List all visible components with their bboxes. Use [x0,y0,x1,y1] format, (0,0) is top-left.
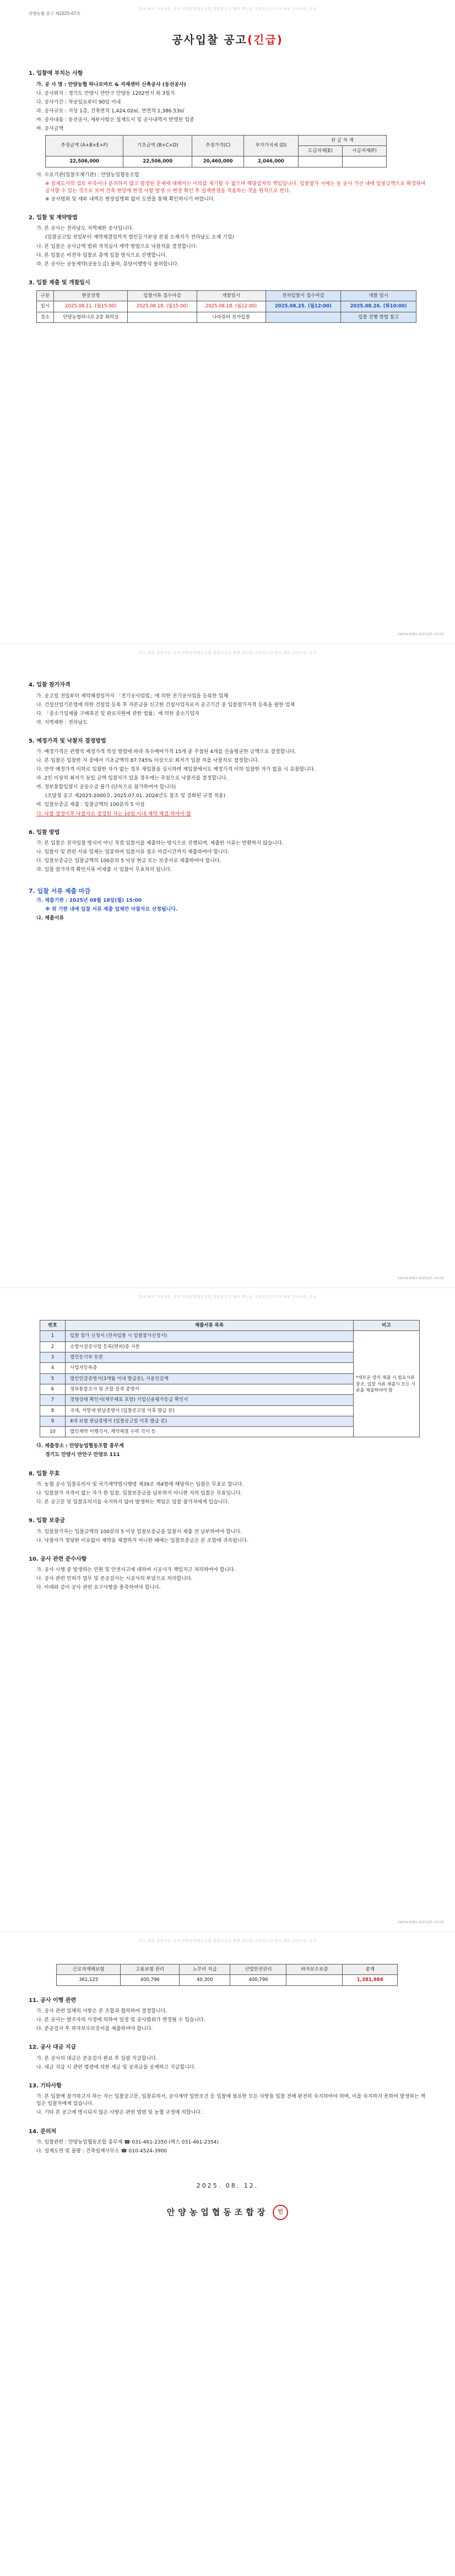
doc-item: 법인인감증명서(3개월 이내 발급분), 사용인감계 [66,1373,354,1384]
doc-number: 4 [40,1363,66,1373]
doc-number: 2 [40,1341,66,1352]
section-8-item: 나. 입찰참가 자격이 없는 자가 한 입찰, 입찰보증금을 납부하지 아니한 자의 입찰은 무효입니다. [36,1491,242,1497]
section-2-heading: 2. 입찰 및 계약방법 [29,214,78,221]
section-11-item: 가. 공사 관련 일체의 사항은 본 조합과 협의하여 결정합니다. [36,2009,167,2015]
req-value: 400,796 [230,1975,286,1985]
section-12-item: 가. 본 공사의 대금은 준공검사 완료 후 일괄 지급합니다. [36,2055,158,2061]
schedule-header: 개찰일시 [197,291,266,301]
section-2-item: 나. 본 입찰은 공사금액 범위 적격심사 계약 방법으로 낙찰자를 결정합니다. [36,243,198,250]
required-docs-heading: 나. 제출서류 [36,916,64,922]
schedule-header: 개찰 일시 [341,291,416,301]
document-number: 안양농협 공고 제2025-07호 [29,11,81,16]
section-11-item: 다. 준공검사 후 하자보수보증서를 제출하여야 합니다. [36,2026,153,2032]
section-2-item: 라. 본 공사는 공동계약(공동도급) 불허, 분담이행방식 불허합니다. [36,261,179,267]
docs-header: 번호 [40,1321,66,1331]
section-10-item: 다. 아래와 같이 공사 관련 요구사항을 충족하여야 합니다. [36,1585,161,1591]
schedule-header: 전자입찰서 접수마감 [266,291,341,301]
schedule-place: 안양농협하나로 2층 회의실 [54,312,128,322]
section-5-item: 가. 예정가격은 관행적 예정가격 작성 방법에 따라 복수예비가격 15개 중 추첨된 4개를 산술평균한 금액으로 결정합니다. [36,749,296,755]
cost-header: 부가가치세 (D) [244,135,299,156]
cost-header: 기초금액 (B+C+D) [123,135,192,156]
watermark: 복사 배포 무단사용 금지 안양농업협동조합 입찰공고문 원본 확인용 사본입니다 복사 배포 무단사용 금지 [138,1939,317,1943]
req-header: 근로자재해보험 [57,1965,121,1975]
page-1-content [29,15,426,323]
section-4-item: 다. 「중소기업제품 구매촉진 및 판로지원에 관한 법률」에 의한 중소기업자 [36,711,199,717]
notice-title-urgent: (긴급) [247,33,283,46]
requirements-table [56,1964,398,1986]
section-5-item: 나. 본 입찰은 입찰한 자 중에서 기초금액의 87.745% 이상으로 최저가 입찰 자를 낙찰자로 결정합니다. [36,758,259,764]
schedule-place [266,312,341,322]
document-page-1 [0,0,455,644]
required-docs-table [40,1320,420,1437]
section-8-item: 가. 농협 공사 입찰유의서 및 국가계약법시행령 제39조 제4항에 해당하는 입찰은 무효로 합니다. [36,1482,244,1488]
req-header: 하자보수보증 [286,1965,343,1975]
section-1-item: 나. 공사위치 : 경기도 안양시 만안구 안양동 1202번지 외 3필지 [36,90,175,96]
submission-deadline: 가. 제출기한 : 2025년 08월 18일(월) 15:00 [36,898,142,904]
schedule-place: 입찰 진행 방법 참고 [341,312,416,322]
document-page-4 [0,1932,455,2576]
schedule-place [128,312,197,322]
doc-number: 7 [40,1395,66,1405]
schedule-value: 2025.08.18. (월12:00) [197,301,266,312]
doc-item: 정부통합조사 및 조합 실적 증명서 [66,1384,354,1394]
page-stamp: 1920x3081 6/25/25 10:03 [397,1919,444,1924]
schedule-header: 현장설명 [54,291,128,301]
schedule-place: 나라장터 전자입찰 [197,312,266,322]
schedule-header: 구분 [37,291,54,301]
document-page-3 [0,1288,455,1932]
section-6-item: 라. 입찰 참가자격 확인서류 미제출 시 입찰이 무효처리 됩니다. [36,867,172,873]
section-5-item: 라. 2인 이상의 최저가 동일 금액 입찰자가 있을 경우에는 추첨으로 낙찰자를 결정합니다. [36,776,228,782]
section-14-heading: 14. 문의처 [29,2128,57,2135]
req-header: 고용보험 관리 [121,1965,180,1975]
notice-title [29,32,426,48]
section-2-item: 다. 본 입찰은 비전자 입찰로 총액 입찰 방식으로 진행합니다. [36,252,167,258]
section-6-item: 가. 본 입찰은 전자입찰 방식이 아닌 직접 입찰서를 제출하는 방식으로 진행되며, 제출한 서류는 반환하지 않습니다. [36,841,284,847]
doc-number: 8 [40,1405,66,1416]
schedule-value: 2025.08.26. (화10:00) [341,301,416,312]
section-8-heading: 8. 입찰 무효 [29,1470,60,1477]
official-seal: 인 [273,2205,288,2220]
section-5-item: 바. 입찰보증금 제출 : 입찰금액의 100분의 5 이상 [36,802,145,808]
page-2-content [29,659,426,924]
doc-item: 4대 보험 완납증명서 (입찰공고일 이후 발급 분) [66,1416,354,1426]
cost-value: 22,506,000 [123,156,192,167]
doc-number: 6 [40,1384,66,1394]
scope-note: ※ 설계도서의 검토 부족이나 분리하지 않고 발생된 문제에 대해서는 이의를 제기할 수 없으며 해당업자의 책임입니다. 입찰참가 시에는 동 공사 가산 내에 입찰금액으로 확정하여 공사할 수 있는 것으로 보며 건축 현장에 변경 사항 발생 시 현장 확인 후 설계변경을 적용하는 것을 원칙으로 한다. [45,181,426,194]
notice-date: 2025. 08. 12. [196,2182,259,2190]
req-total: 1,381,984 [343,1975,398,1985]
section-9-heading: 9. 입찰 보증금 [29,1518,66,1524]
section-13-item: 나. 기타 본 공고에 명시되지 않은 사항은 관련 법령 및 농협 규정에 의합니다. [36,2110,202,2116]
section-4-heading: 4. 입찰 참가자격 [29,682,71,688]
cost-header: 추정금액 (A+B+E+F) [46,135,123,156]
doc-item: 국세, 지방세 완납증명서 (입찰공고일 이후 발급 분) [66,1405,354,1416]
client-agency: 사. 수요기관(입찰주체기관) : 안양농업협동조합 [36,172,139,178]
scope-note-2: ※ 공사범위 및 세부 내역은 현장설명회 없이 도면을 통해 확인하시기 바랍니다. [45,196,215,202]
doc-number: 5 [40,1373,66,1384]
req-header: 총계 [343,1965,398,1975]
submission-address: 경기도 안양시 만안구 안양로 111 [45,1452,120,1458]
cost-table [45,135,387,167]
section-2-item: (입찰공고일 전일부터 계약체결일까지 법인등기부상 본점 소재지가 전라남도 소재 기업) [45,235,234,241]
submission-note: ※ 위 기한 내에 입찰 서류 제출 업체만 낙찰자로 선정됩니다. [45,907,178,913]
document-page-2 [0,644,455,1288]
docs-remark: *새로운 양식 제출 시 필요서류 참조, 입찰 서류 제출시 모든 서류를 제출하여야 함 [354,1331,420,1437]
cost-value [298,156,343,167]
doc-item: 사업자등록증 [66,1363,354,1373]
cost-header: 추정가격(C) [192,135,244,156]
section-10-item: 가. 공사 시행 중 발생하는 민원 및 안전사고에 대하여 시공사가 책임지고 처리하여야 합니다. [36,1567,236,1573]
doc-number: 3 [40,1352,66,1362]
section-9-item: 가. 입찰참가자는 입찰금액의 100분의 5 이상 입찰보증금을 입찰서 제출 전 납부하여야 합니다. [36,1529,242,1535]
section-1-item: 마. 공사내용 : 동선공사, 세부사항은 설계도서 및 공사내역서 반영된 업종 [36,117,194,123]
watermark: 복사 배포 무단사용 금지 안양농업협동조합 입찰공고문 원본 확인용 사본입니다 복사 배포 무단사용 금지 [138,651,317,655]
section-10-heading: 10. 공사 관련 준수사항 [29,1556,87,1562]
schedule-header: 입찰서류 접수마감 [128,291,197,301]
section-1-item: 바. 공사금액 [36,126,64,132]
cost-header: 도급자재(E) [298,146,343,156]
schedule-row-label: 장소 [37,312,54,322]
cost-value: 22,506,000 [46,156,123,167]
cost-value: 2,046,000 [244,156,299,167]
section-6-item: 나. 입찰서 및 관련 서류 일체는 밀봉하여 입찰서류 접수 마감시간까지 제출하여야 합니다. [36,849,230,856]
section-10-item: 나. 공사 관련 인허가 업무 및 준공검사는 시공사의 부담으로 처리합니다. [36,1576,193,1582]
req-value [286,1975,343,1985]
watermark: 복사 배포 무단사용 금지 안양농업협동조합 입찰공고문 원본 확인용 사본입니다 복사 배포 무단사용 금지 [138,1295,317,1299]
cost-value: 20,460,000 [192,156,244,167]
doc-number: 9 [40,1416,66,1426]
section-7-heading-text: 7. 입찰 서류 제출 마감 [29,887,91,895]
req-value: 361,125 [57,1975,121,1985]
cost-value [343,156,387,167]
doc-item: 경영상태 확인서(재무제표 포함) 기업신용평가등급 확인서 [66,1395,354,1405]
docs-header: 제출서류 목록 [66,1321,354,1331]
req-value: 40,300 [180,1975,230,1985]
section-13-heading: 13. 기타사항 [29,2082,62,2089]
section-1-item: 라. 공사규모 : 지상 1층, 건축면적 1,424.02㎡, 연면적 1,386.53㎡ [36,108,185,114]
section-5-item: 마. 정부통합입찰시 공동수급 불가 (단독으로 참가하여야 합니다) [36,784,176,791]
watermark: 복사 배포 무단사용 금지 안양농업협동조합 입찰공고문 원본 확인용 사본입니다 복사 배포 무단사용 금지 [138,7,317,11]
page-4-content [29,1947,426,2220]
submission-place: 다. 제출장소 : 안양농업협동조합 총무계 [36,1443,124,1449]
docs-header: 비고 [354,1321,420,1331]
req-header: 산업안전관리 [230,1965,286,1975]
section-1-item: 가. 공 사 명 : 안양농협 하나로마트 & 자재센터 신축공사 (동선공사) [36,82,186,88]
section-6-heading: 6. 입찰 방법 [29,829,60,836]
section-6-item: 다. 입찰보증금은 입찰금액의 100분의 5 이상 현금 또는 보증서로 제출하여야 합니다. [36,858,221,864]
section-9-item: 나. 낙찰자가 정당한 이유없이 계약을 체결하지 아니한 때에는 입찰보증금은 본 조합에 귀속됩니다. [36,1538,248,1544]
req-value: 400,796 [121,1975,180,1985]
section-12-heading: 12. 공사 대금 지급 [29,2044,77,2051]
schedule-row-label: 일시 [37,301,54,312]
doc-number: 1 [40,1331,66,1341]
section-5-item: (조달청 공고 제2025-2000호, 2025.07.01. 2024년도 참조 및 강화된 규정 적용) [45,793,226,799]
req-header: 노무비 지급 [180,1965,230,1975]
section-1-heading: 1. 입찰에 부치는 사항 [29,71,83,77]
page-3-content [29,1303,426,1593]
section-4-item: 가. 공고일 전일부터 계약체결일까지 「전기공사업법」에 의한 전기공사업을 등록한 업체 [36,693,229,699]
section-8-item: 다. 본 공고문 및 입찰유의서를 숙지하지 않아 발생하는 책임은 입찰 참가자에게 있습니다. [36,1500,230,1506]
section-4-item: 라. 지역제한 : 전라남도 [36,719,88,726]
section-12-item: 나. 대금 지급 시 관련 법령에 의한 세금 및 공과금을 공제하고 지급합니다. [36,2064,196,2070]
notice-title-main: 공사입찰 공고 [172,33,247,46]
signer-name: 안양농업협동조합장 [166,2207,269,2217]
section-11-item: 나. 본 공사는 발주자의 사정에 의하여 일정 및 공사범위가 변경될 수 있습니다. [36,2017,205,2023]
award-highlight: 다. 낙찰 결정이후 낙찰자로 결정된 자는 10일 이내 계약 체결 하여야 함 [36,811,191,817]
cost-group-header: 관 급 자 재 [298,135,386,145]
section-1-item: 다. 공사기간 : 착공일로부터 90일 이내 [36,99,121,105]
section-4-item: 나. 건설산업기본법에 의한 건설업 등록 후 자본금을 신고한 건설사업자로서 공고기간 중 입찰참가자격 등록을 필한 업체 [36,702,295,708]
schedule-value: 2025.08.11. (월15:00) [54,301,128,312]
schedule-value: 2025.08.18. (월15:00) [128,301,197,312]
page-stamp: 1920x3081 6/25/25 10:02 [397,1275,444,1280]
doc-item: 소방시설공사업 등록(면허)증 사본 [66,1341,354,1352]
section-5-heading: 5. 예정가격 및 낙찰자 결정방법 [29,738,106,744]
section-5-item: 다. 만약 예정가격 이하로 입찰한 자가 없는 경우 재입찰을 실시하며 재입찰에서도 예정가격 이하 입찰한 자가 없을 시 유찰합니다. [36,767,316,773]
page-stamp: 1920x3081 6/25/25 10:01 [397,631,444,636]
schedule-table [36,290,416,323]
cost-header: 사급자재(F) [343,146,387,156]
section-2-item: 가. 본 공사는 전라남도 지역제한 공사입니다. [36,226,134,232]
doc-item: 법인등기부 등본 [66,1352,354,1362]
doc-number: 10 [40,1427,66,1437]
doc-item: 법인계약 이행각서, 계약체결 수락 각서 등 [66,1427,354,1437]
schedule-value: 2025.08.25. (월12:00) [266,301,341,312]
section-14-item: 가. 입찰관련 : 안양농업협동조합 총무계 ☎ 031-461-2350 (팩스 031-461-2354) [36,2140,219,2145]
section-13-item: 가. 본 입찰에 참가하고자 하는 자는 입찰공고문, 입찰유의서, 공사계약 일반조건 등 입찰에 필요한 모든 사항을 입찰 전에 완전히 숙지하여야 하며, 이를 숙지하지 못하여 발생하는 책임은 입찰자에게 있습니다. [36,2094,426,2107]
doc-item: 입찰 참가 신청서 (전자입찰 시 입찰참가신청서) [66,1331,354,1341]
section-11-heading: 11. 공사 이행 관련 [29,1997,77,2004]
section-3-heading: 3. 입찰 제출 및 개찰일시 [29,279,90,286]
section-14-item: 나. 설계도면 및 물량 : 건축설계사무소 ☎ 010-4524-3900 [36,2149,167,2155]
signature-block [29,2205,426,2220]
section-7-heading [29,887,426,896]
